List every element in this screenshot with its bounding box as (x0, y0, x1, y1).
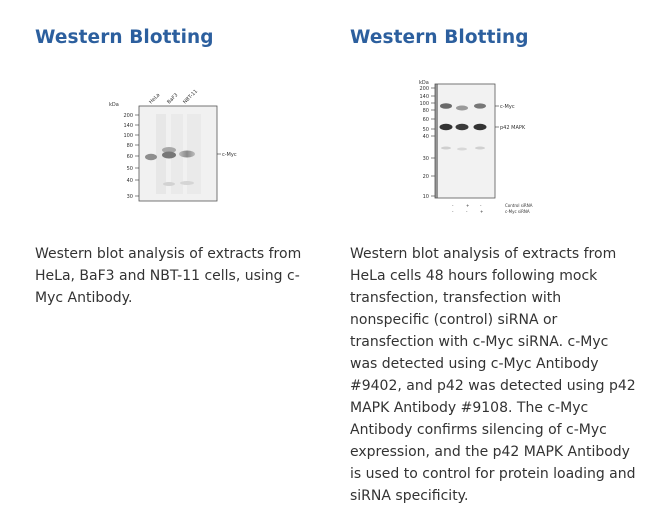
blot-band (456, 124, 469, 130)
blot-band (440, 124, 453, 130)
western-blot-right-svg (417, 76, 607, 218)
blot-band (474, 124, 487, 130)
marker-label: 50 (126, 165, 133, 172)
lane-label: BaF3 (166, 92, 180, 106)
marker-label: 200 (123, 112, 133, 119)
blot-band (162, 152, 176, 159)
marker-label: 80 (422, 107, 429, 114)
marker-label: 10 (422, 193, 429, 200)
band-label: c-Myc (222, 152, 237, 158)
western-blot-left-svg (107, 88, 297, 206)
marker-label: 80 (126, 142, 133, 149)
lane-smear (435, 84, 438, 198)
marker-label: 100 (123, 132, 133, 139)
marker-label: 200 (419, 85, 429, 92)
blot-membrane (435, 84, 495, 198)
blot-band (163, 182, 175, 186)
marker-label: 60 (422, 116, 429, 123)
condition-mark: - (466, 209, 468, 214)
band-label: c-Myc (500, 104, 515, 110)
lane-label: NBT-11 (182, 88, 200, 106)
marker-label: 40 (422, 133, 429, 140)
blot-band (475, 147, 485, 150)
blot-band (440, 103, 452, 109)
marker-label: 100 (419, 100, 429, 107)
condition-label: c-Myc siRNA (505, 209, 530, 214)
band-label: p42 MAPK (500, 125, 526, 131)
marker-label: 20 (422, 173, 429, 180)
marker-label: 30 (126, 193, 133, 200)
marker-label: 30 (422, 155, 429, 162)
section-heading-right: Western Blotting (350, 27, 529, 48)
figure-caption-left: Western blot analysis of extracts from HeLa, BaF3 and NBT-11 cells, using c-Myc Antibody. (35, 246, 302, 306)
marker-label: 60 (126, 153, 133, 160)
condition-label: Control siRNA (505, 203, 533, 208)
blot-band (180, 181, 194, 185)
blot-band (474, 103, 486, 108)
marker-label: 140 (123, 122, 133, 129)
western-blot-image-right (417, 76, 607, 218)
blot-kda-label: kDa (109, 102, 119, 108)
western-blot-image-left (107, 88, 297, 206)
condition-mark: - (452, 203, 454, 208)
condition-mark: - (452, 209, 454, 214)
section-heading-left: Western Blotting (35, 27, 214, 48)
blot-band (179, 151, 195, 158)
marker-label: 140 (419, 93, 429, 100)
condition-mark: - (480, 203, 482, 208)
blot-band (145, 154, 157, 160)
blot-band (441, 147, 451, 150)
figure-caption-right: Western blot analysis of extracts from HeLa cells 48 hours following mock transfection, transfection with nonspecific (control) siRNA or transfection with c-Myc siRNA. c-Myc was detected using c-Myc Antibody #9402, and p42 was detected using p42 MAPK Antibody #9108. The c-Myc Antibody confirms silencing of c-Myc expression, and the p42 MAPK Antibody is used to control for protein loading and siRNA specificity. (350, 246, 636, 504)
marker-label: 40 (126, 177, 133, 184)
marker-ladder (419, 86, 435, 200)
condition-mark: + (480, 209, 484, 214)
lane-label: HeLa (148, 92, 162, 106)
blot-band (457, 148, 467, 151)
marker-label: 50 (422, 126, 429, 133)
condition-mark: + (466, 203, 470, 208)
blot-kda-label: kDa (419, 80, 429, 86)
blot-band (456, 106, 468, 111)
marker-ladder (123, 113, 139, 200)
